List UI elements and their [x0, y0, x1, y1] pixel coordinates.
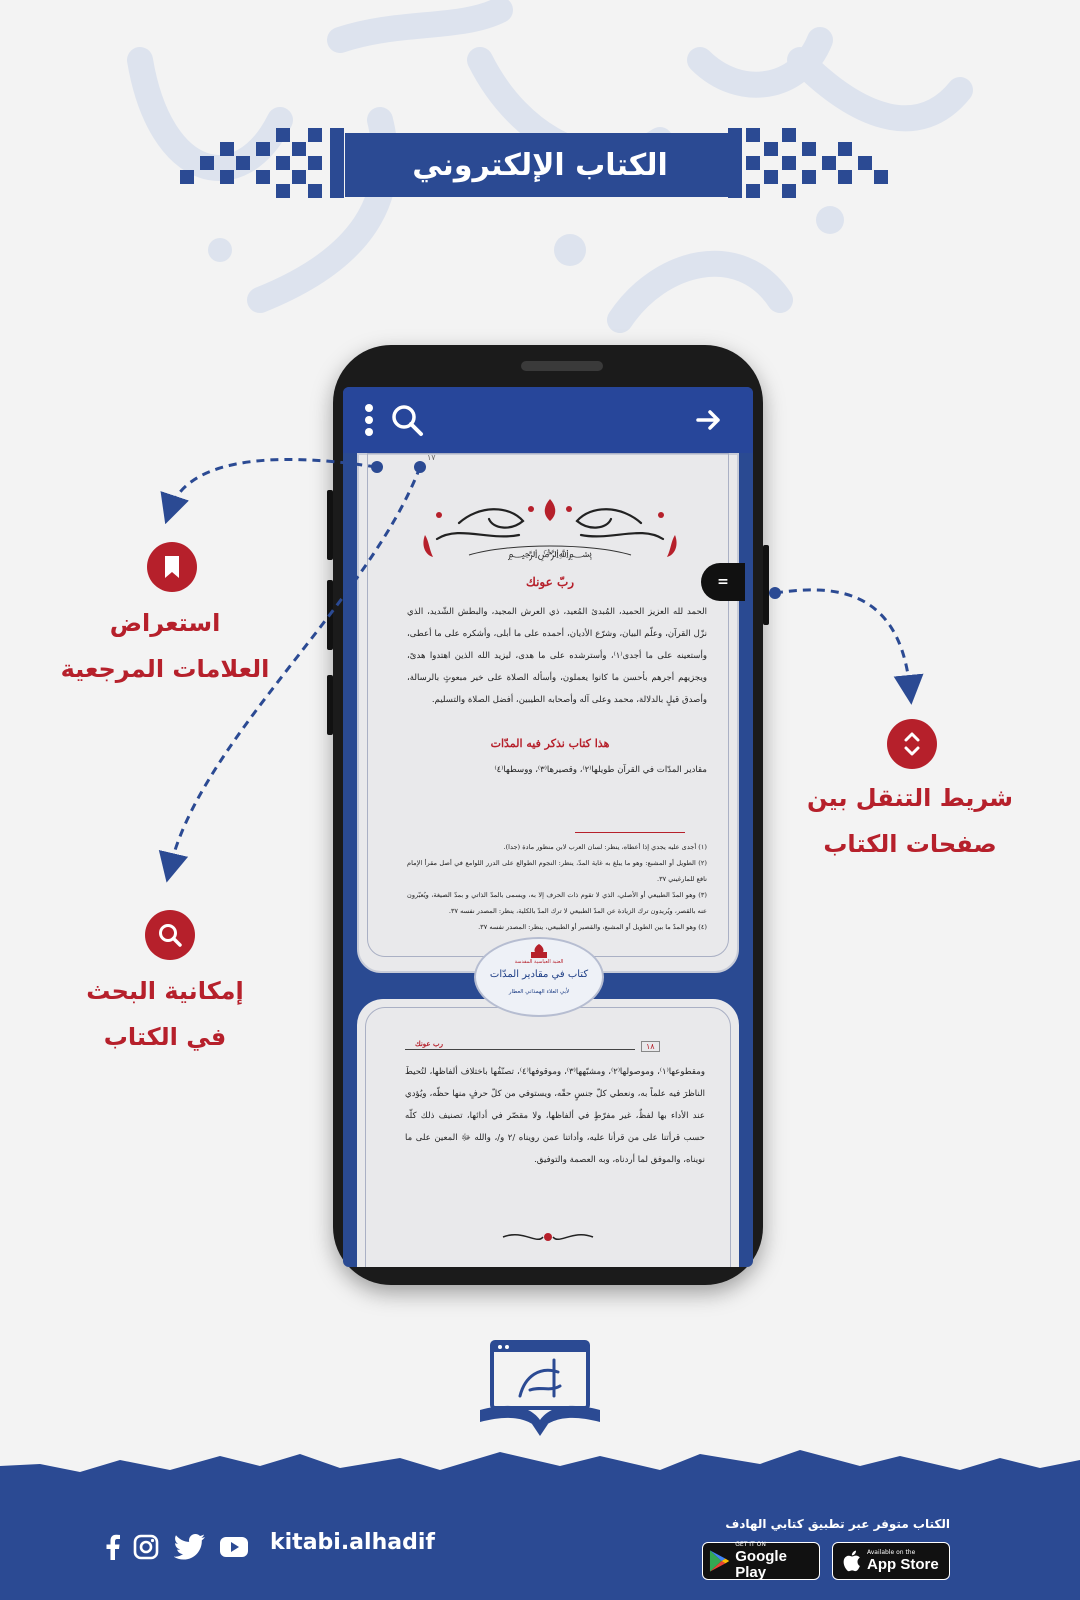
footnote-divider — [575, 832, 685, 833]
search-icon[interactable] — [385, 395, 429, 445]
medallion-line: لأبي العلاء الهمذاني العطار — [508, 989, 570, 995]
search-callout — [40, 968, 290, 1060]
chapter-title: ربّ عونك — [525, 575, 575, 589]
medallion-line: كتاب في مقادير المدّات — [489, 969, 589, 980]
pixel-decoration-left — [180, 128, 350, 198]
footnote: (٣) وهو المدّ الطبيعي أو الأصلي، الذي لا تقوم ذات الحرف إلا به، ويسمى بالمدّ الذاتي و بمدّ الصيغة، ويُعبّرون عنه بالقصر، ويُريدون ترك الزيادة عن المدّ الطبيعي لا ترك المدّ بالكلية، ينظر: المصدر نفسه ٣٧. — [407, 891, 707, 915]
search-icon — [145, 910, 195, 960]
page-paragraph: ومقطوعها⁽١⁾، وموصولها⁽٢⁾، ومشبّهها⁽٣⁾، وموقوفها⁽٤⁾، تصنّفُها باختلاف ألفاظها، لتُحيطَ الناظرَ فيه علماً به، ونعطي كلّ جنسٍ حقّه، ويستوفي من كلّ حرفٍ منها حظّه، ويُؤدي عند الأداء بها لفظٌ، غير مفرّطٍ في ألفاظها، ولا مقصّر في أدائها، تصنيف ذلك كلّه حسب قرأتنا على من قرأنا عليه، وأداتنا عمن رويناه /٢ و/، والله ﷻ المعين على ما نويناه، والموفق لما أردناه، وبه العصمة والتوفيق. — [405, 1067, 705, 1165]
page-paragraph: الحمد لله العزيز الحميد، المُبدئ المُعيد، ذي العرش المجيد، والبطش الشّديد، الذي نزّل القرآن، وعلّم البيان، وشرّع الأديان، أحمده على ما أبلى، وأشكره على ما أعطى، وأستعينه على ما أجدى⁽١⁾، وأسترشده على ما هدى، ليزيد الله الذين اهتدوا هدىً، ويجزيهم أجرهم بأحسن ما كانوا يعملون، وأسأله الصلاة على خير مبعوثٍ بالرسالة، وأصدق قيلٍ بالدلالة، محمد وعلى آله وأصحابه الطيبين، أفضل الصلاة والتسليم. — [407, 607, 708, 705]
footnotes — [407, 839, 707, 935]
phone-side-button — [327, 580, 333, 650]
callout-line: صفحات الكتاب — [823, 830, 997, 858]
google-play-icon — [709, 1549, 730, 1573]
twitter-icon[interactable] — [174, 1532, 206, 1562]
section-text: مقادير المدّات في القرآن طويلها⁽٢⁾، وقصيرها⁽٣⁾، ووسطها⁽٤⁾ — [494, 765, 707, 775]
page-navigation-handle[interactable]: = — [701, 563, 745, 601]
page-title-banner — [345, 133, 735, 197]
phone-side-button — [327, 675, 333, 735]
arrow-right-icon[interactable] — [687, 395, 731, 445]
medallion-line: العتبة العباسية المقدسة — [514, 959, 564, 965]
book-page[interactable] — [357, 453, 739, 973]
facebook-icon[interactable] — [96, 1532, 128, 1562]
app-store-badge[interactable] — [832, 1542, 950, 1580]
page-number: ١٨ — [641, 1041, 660, 1052]
page-number: ١٧ — [427, 453, 436, 462]
footnote: (٤) وهو المدّ ما بين الطويل أو المشبع، والقصير أو الطبيعي، ينظر: المصدر نفسه ٣٧. — [478, 923, 707, 931]
navigation-callout — [785, 775, 1035, 867]
availability-text: الكتاب متوفر عبر تطبيق كتابي الهادف — [725, 1517, 950, 1531]
chevron-up-down-icon — [887, 719, 937, 769]
callout-line: شريط التنقل بين — [807, 784, 1013, 812]
bismillah-text: ﷽ — [507, 547, 593, 560]
bookmarks-callout — [40, 600, 290, 692]
phone-power-button — [763, 545, 769, 625]
book-title-medallion — [474, 937, 604, 1017]
shrine-icon — [528, 943, 550, 959]
section-title: هذا كتاب نذكر فيه المدّات — [490, 737, 610, 750]
footer-bar — [0, 1480, 1080, 1600]
page-title: الكتاب الإلكتروني — [412, 147, 668, 183]
app-screen — [343, 387, 753, 1267]
callout-line: العلامات المرجعية — [60, 655, 270, 683]
phone-speaker — [521, 361, 603, 371]
pixel-decoration-right — [728, 128, 888, 198]
youtube-icon[interactable] — [218, 1532, 250, 1562]
page-ornament — [493, 1229, 603, 1245]
bismillah-ornament — [419, 495, 681, 569]
apple-icon — [841, 1549, 861, 1573]
page-header-label: رب عونك — [414, 1039, 443, 1048]
google-play-badge[interactable] — [702, 1542, 820, 1580]
kitabi-alhadif-logo — [470, 1336, 610, 1440]
store-badge-big: Google Play — [735, 1548, 787, 1581]
callout-line: إمكانية البحث — [86, 977, 244, 1005]
book-page[interactable] — [357, 999, 739, 1267]
bookmark-icon — [147, 542, 197, 592]
callout-line: استعراض — [109, 609, 221, 637]
social-handle[interactable]: kitabi.alhadif — [270, 1530, 435, 1555]
app-bar — [343, 387, 753, 453]
footnote: (٢) الطويل أو المشبع: وهو ما يبلغ به غاية المدّ، ينظر: النجوم الطوالع على الدرر اللوامع في أصل مقرأ الإمام نافع للمارغيني ٣٧. — [407, 859, 707, 883]
phone-side-button — [327, 490, 333, 560]
footnote: (١) أجدى عليه يجدي إذا أعطاه، ينظر: لسان العرب لابن منظور مادة (جدا). — [503, 843, 707, 851]
instagram-icon[interactable] — [130, 1532, 162, 1562]
callout-line: في الكتاب — [103, 1023, 227, 1051]
store-badge-big: App Store — [867, 1556, 939, 1573]
store-badge-small: GET IT ON — [735, 1541, 766, 1548]
page-header-rule — [405, 1049, 635, 1050]
store-badge-small: Available on the — [867, 1549, 916, 1556]
